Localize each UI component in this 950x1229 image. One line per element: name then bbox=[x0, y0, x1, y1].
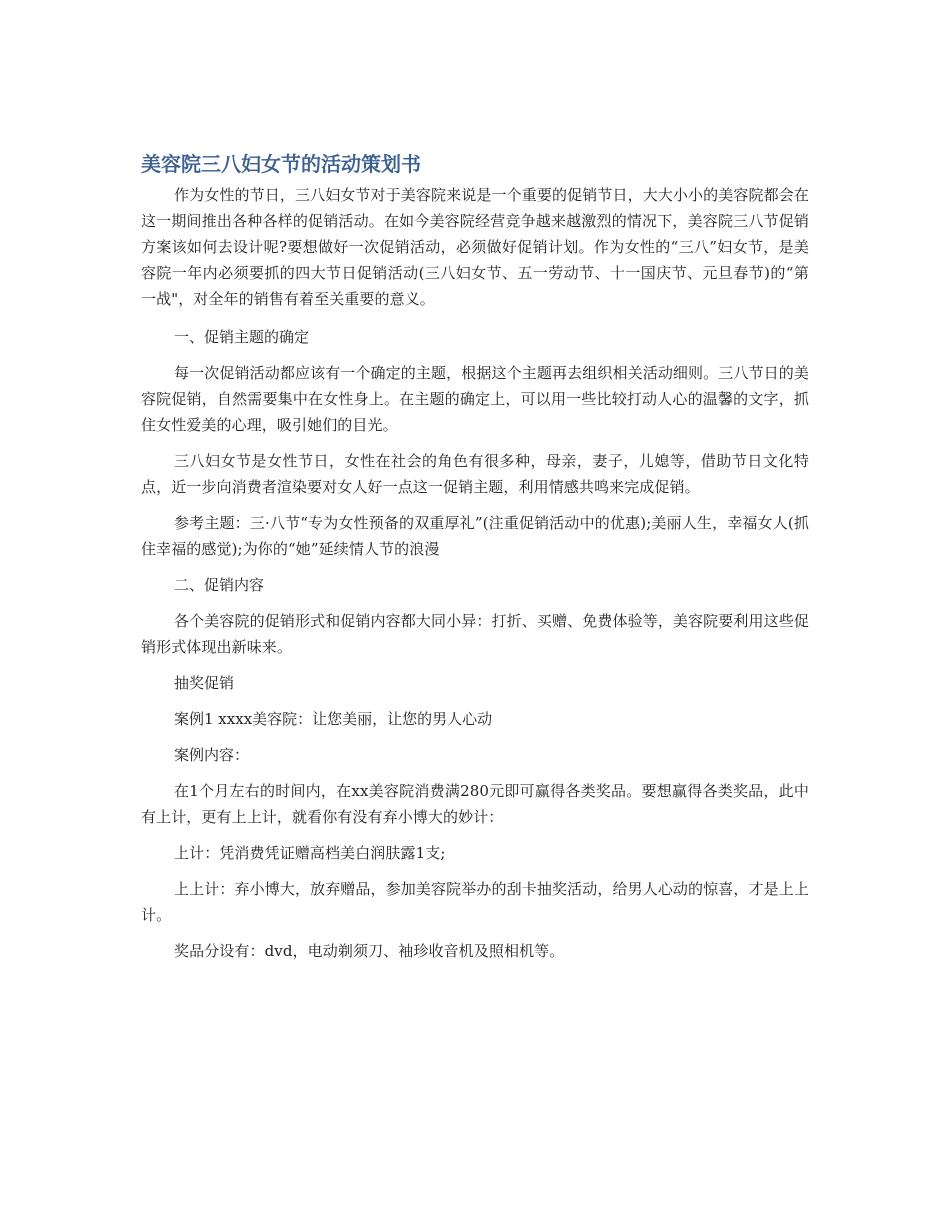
subheading-lottery: 抽奖促销 bbox=[174, 674, 235, 692]
paragraph-upper-plan: 上计：凭消费凭证赠高档美白润肤露1支; bbox=[174, 844, 446, 862]
document-title: 美容院三八妇女节的活动策划书 bbox=[141, 152, 421, 176]
case-title: 案例1 xxxx美容院：让您美丽，让您的男人心动 bbox=[174, 710, 493, 728]
paragraph-case-detail: 在1个月左右的时间内，在xx美容院消费满280元即可赢得各类奖品。要想赢得各类奖品，此中有上计，更有上上计，就看你有没有弃小博大的妙计： bbox=[141, 782, 809, 826]
document-page bbox=[141, 150, 809, 974]
paragraph-best-plan: 上上计：弃小博大，放弃赠品，参加美容院举办的刮卡抽奖活动，给男人心动的惊喜，才是上上计。 bbox=[141, 880, 809, 924]
section-heading-theme: 一、促销主题的确定 bbox=[174, 328, 310, 346]
section-heading-content: 二、促销内容 bbox=[174, 576, 265, 594]
paragraph-womens-day: 三八妇女节是女性节日，女性在社会的角色有很多种，母亲，妻子，儿媳等，借助节日文化特点，近一步向消费者渲染要对女人好一点这一促销主题，利用情感共鸣来完成促销。 bbox=[141, 452, 809, 496]
case-content-label: 案例内容： bbox=[174, 746, 250, 764]
paragraph-promo-forms: 各个美容院的促销形式和促销内容都大同小异：打折、买赠、免费体验等，美容院要利用这些促销形式体现出新味来。 bbox=[141, 612, 809, 656]
intro-paragraph: 作为女性的节日，三八妇女节对于美容院来说是一个重要的促销节日，大大小小的美容院都会在这一期间推出各种各样的促销活动。在如今美容院经营竞争越来越激烈的情况下，美容院三八节促销方案该如何去设计呢?要想做好一次促销活动，必须做好促销计划。作为女性的“三八”妇女节，是美容院一年内必须要抓的四大节日促销活动(三八妇女节、五一劳动节、十一国庆节、元旦春节)的“第一战"，对全年的销售有着至关重要的意义。 bbox=[141, 186, 809, 308]
paragraph-theme-detail: 每一次促销活动都应该有一个确定的主题，根据这个主题再去组织相关活动细则。三八节日的美容院促销，自然需要集中在女性身上。在主题的确定上，可以用一些比较打动人心的温馨的文字，抓住女性爱美的心理，吸引她们的目光。 bbox=[141, 364, 809, 434]
paragraph-reference-themes: 参考主题：三·八节“专为女性预备的双重厚礼”(注重促销活动中的优惠);美丽人生，幸福女人(抓住幸福的感觉);为你的“她”延续情人节的浪漫 bbox=[141, 514, 809, 558]
paragraph-prizes: 奖品分设有：dvd，电动剃须刀、袖珍收音机及照相机等。 bbox=[174, 942, 565, 960]
